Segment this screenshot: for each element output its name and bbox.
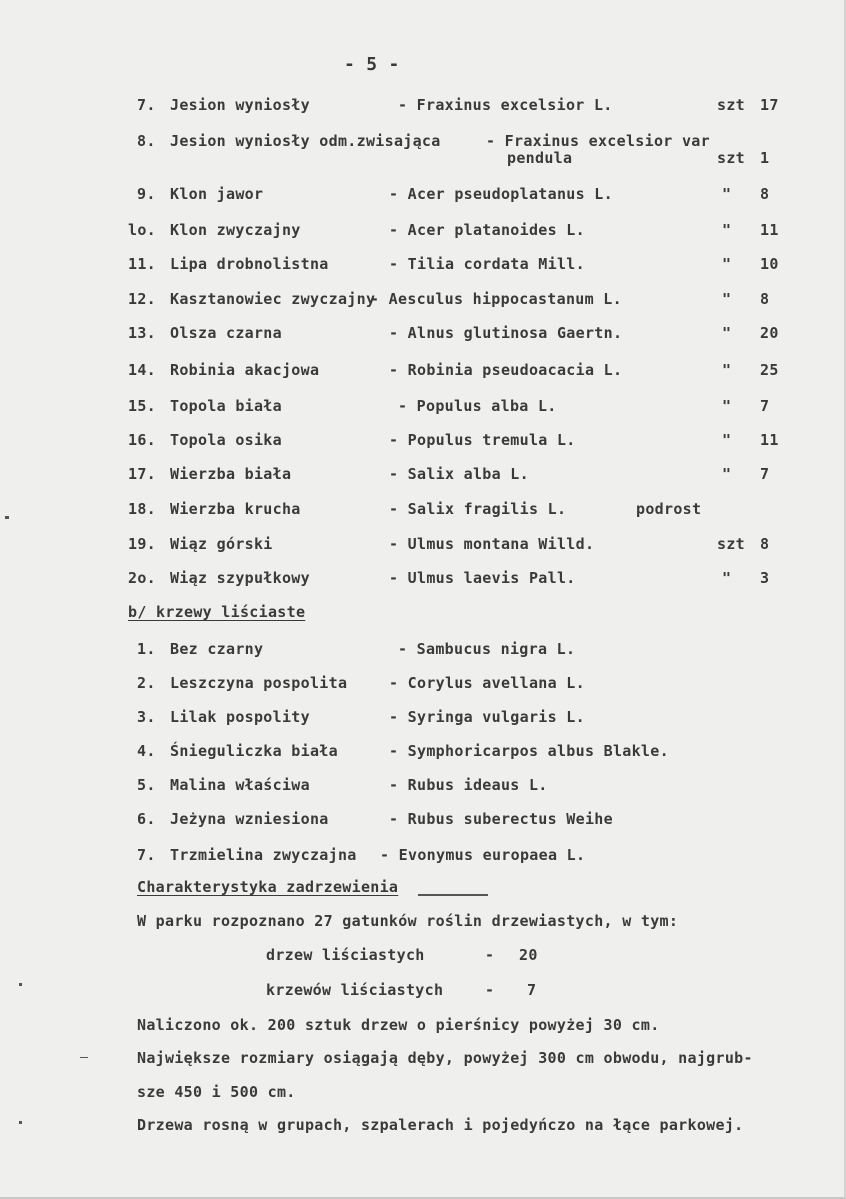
summary-value: 7 <box>527 981 537 999</box>
item-number: 13. <box>128 324 156 342</box>
count: 25 <box>760 361 779 379</box>
latin-name: - Symphoricarpos albus Blakle. <box>389 742 669 760</box>
latin-name: - Evonymus europaea L. <box>380 846 586 864</box>
count: 11 <box>760 431 779 449</box>
latin-name: - Sambucus nigra L. <box>398 640 576 658</box>
count: 11 <box>760 221 779 239</box>
polish-name: Bez czarny <box>170 640 264 658</box>
latin-name: - Aesculus hippocastanum L. <box>370 290 622 308</box>
underline-rule <box>418 894 488 896</box>
count: 8 <box>760 290 770 308</box>
unit: podrost <box>636 500 702 518</box>
unit: " <box>722 397 732 415</box>
latin-name: - Salix alba L. <box>389 465 529 483</box>
latin-name-continued: pendula <box>507 149 573 167</box>
count: 8 <box>760 185 770 203</box>
latin-name: - Corylus avellana L. <box>389 674 585 692</box>
shrubs-heading: b/ krzewy liściaste <box>128 603 306 621</box>
summary-dash: - <box>485 946 495 964</box>
polish-name: Olsza czarna <box>170 324 282 342</box>
paragraph-line: sze 450 i 500 cm. <box>137 1083 296 1101</box>
unit: " <box>722 361 732 379</box>
count: 1 <box>760 149 770 167</box>
item-number: 12. <box>128 290 156 308</box>
polish-name: Kasztanowiec zwyczajny <box>170 290 376 308</box>
item-number: 4. <box>137 742 156 760</box>
item-number: 15. <box>128 397 156 415</box>
item-number: lo. <box>128 221 156 239</box>
polish-name: Wierzba krucha <box>170 500 301 518</box>
item-number: 9. <box>137 185 156 203</box>
item-number: 5. <box>137 776 156 794</box>
paragraph-line: Największe rozmiary osiągają dęby, powyżej 300 cm obwodu, najgrub- <box>137 1049 753 1067</box>
count: 20 <box>760 324 779 342</box>
item-number: 6. <box>137 810 156 828</box>
item-number: 1. <box>137 640 156 658</box>
latin-name: - Fraxinus excelsior L. <box>398 96 613 114</box>
latin-name: - Salix fragilis L. <box>389 500 567 518</box>
count: 17 <box>760 96 779 114</box>
polish-name: Lipa drobnolistna <box>170 255 329 273</box>
unit: szt <box>717 96 745 114</box>
item-number: 2o. <box>128 569 156 587</box>
latin-name: - Alnus glutinosa Gaertn. <box>389 324 623 342</box>
item-number: 19. <box>128 535 156 553</box>
summary-intro: W parku rozpoznano 27 gatunków roślin drzewiastych, w tym: <box>137 912 679 930</box>
latin-name: - Robinia pseudoacacia L. <box>389 361 623 379</box>
polish-name: Topola osika <box>170 431 282 449</box>
margin-mark <box>19 983 22 986</box>
margin-mark <box>5 516 9 519</box>
polish-name: Lilak pospolity <box>170 708 310 726</box>
latin-name: - Fraxinus excelsior var <box>486 132 710 150</box>
unit: " <box>722 290 732 308</box>
latin-name: - Acer platanoides L. <box>389 221 585 239</box>
item-number: 18. <box>128 500 156 518</box>
paragraph-line: Naliczono ok. 200 sztuk drzew o pierśnicy powyżej 30 cm. <box>137 1016 660 1034</box>
latin-name: - Populus tremula L. <box>389 431 576 449</box>
count: 7 <box>760 465 770 483</box>
item-number: 11. <box>128 255 156 273</box>
unit: " <box>722 431 732 449</box>
latin-name: - Ulmus montana Willd. <box>389 535 595 553</box>
unit: " <box>722 221 732 239</box>
count: 10 <box>760 255 779 273</box>
count: 3 <box>760 569 770 587</box>
polish-name: Klon jawor <box>170 185 264 203</box>
latin-name: - Rubus suberectus Weihe <box>389 810 613 828</box>
item-number: 2. <box>137 674 156 692</box>
polish-name: Jesion wyniosły <box>170 96 310 114</box>
summary-label: krzewów liściastych <box>266 981 444 999</box>
count: 8 <box>760 535 770 553</box>
page-number: - 5 - <box>344 54 400 75</box>
polish-name: Leszczyna pospolita <box>170 674 348 692</box>
unit: " <box>722 324 732 342</box>
margin-mark <box>80 1057 88 1058</box>
unit: " <box>722 569 732 587</box>
latin-name: - Rubus ideaus L. <box>389 776 548 794</box>
polish-name: Jeżyna wzniesiona <box>170 810 329 828</box>
polish-name: Jesion wyniosły odm.zwisająca <box>170 132 441 150</box>
unit: " <box>722 185 732 203</box>
paragraph-line: Drzewa rosną w grupach, szpalerach i pojedyńczo na łące parkowej. <box>137 1116 744 1134</box>
latin-name: - Tilia cordata Mill. <box>389 255 585 273</box>
polish-name: Wiąz górski <box>170 535 273 553</box>
latin-name: - Ulmus laevis Pall. <box>389 569 576 587</box>
latin-name: - Populus alba L. <box>398 397 557 415</box>
section-heading: Charakterystyka zadrzewienia <box>137 878 399 896</box>
polish-name: Klon zwyczajny <box>170 221 301 239</box>
polish-name: Robinia akacjowa <box>170 361 320 379</box>
summary-value: 20 <box>519 946 538 964</box>
polish-name: Wiąz szypułkowy <box>170 569 310 587</box>
unit: szt <box>717 149 745 167</box>
item-number: 7. <box>137 846 156 864</box>
polish-name: Topola biała <box>170 397 282 415</box>
summary-dash: - <box>485 981 495 999</box>
polish-name: Śnieguliczka biała <box>170 742 338 760</box>
unit: " <box>722 465 732 483</box>
polish-name: Malina właściwa <box>170 776 310 794</box>
item-number: 16. <box>128 431 156 449</box>
unit: szt <box>717 535 745 553</box>
item-number: 8. <box>137 132 156 150</box>
item-number: 17. <box>128 465 156 483</box>
latin-name: - Acer pseudoplatanus L. <box>389 185 613 203</box>
summary-label: drzew liściastych <box>266 946 425 964</box>
polish-name: Wierzba biała <box>170 465 292 483</box>
latin-name: - Syringa vulgaris L. <box>389 708 585 726</box>
item-number: 14. <box>128 361 156 379</box>
count: 7 <box>760 397 770 415</box>
unit: " <box>722 255 732 273</box>
polish-name: Trzmielina zwyczajna <box>170 846 357 864</box>
item-number: 3. <box>137 708 156 726</box>
item-number: 7. <box>137 96 156 114</box>
margin-mark <box>19 1121 22 1124</box>
